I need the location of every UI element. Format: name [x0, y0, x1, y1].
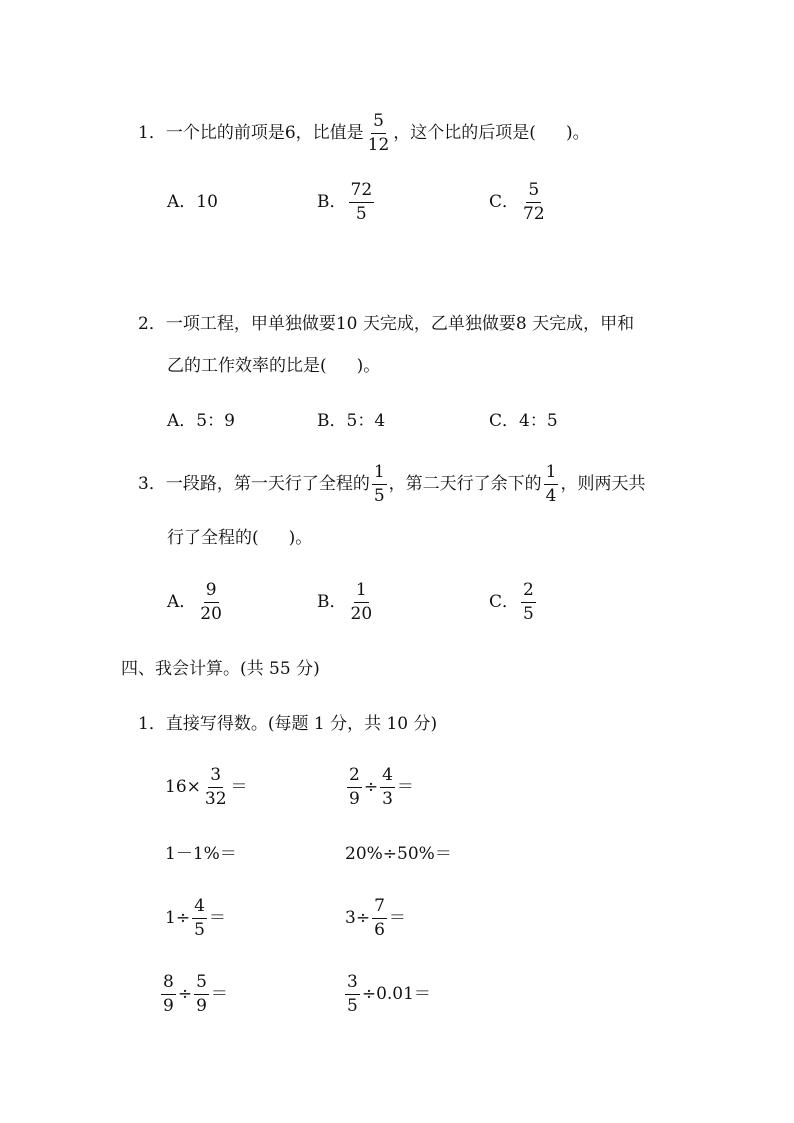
calc-item-4: 20%÷50%＝	[345, 844, 452, 864]
q1-option-b[interactable]: B． $\frac{72}{5}$	[317, 180, 373, 224]
q2-option-b[interactable]: B．5：4	[317, 411, 386, 431]
question-3-stem-line1	[138, 464, 645, 505]
fraction: $\frac{4}{5}$	[194, 896, 205, 940]
section-title: 四、我会计算。(共 55 分)	[121, 659, 320, 679]
question-text: ，则两天共	[560, 474, 646, 494]
fraction: $\frac{1}{5}$	[373, 462, 385, 506]
q1-option-a[interactable]: A．10	[167, 192, 218, 212]
fraction: $\frac{1}{20}$	[350, 580, 373, 624]
calc-item-6: 3÷ $\frac{7}{6}$ ＝	[345, 896, 406, 940]
q3-option-c[interactable]: C． $\frac{2}{5}$	[489, 580, 534, 624]
calc-item-8: $\frac{3}{5}$ ÷0.01＝	[347, 972, 431, 1016]
question-text: 乙的工作效率的比是(	[167, 356, 327, 376]
question-3-stem-line2: 行了全程的( )。	[167, 528, 313, 548]
question-1-stem: 1．一个比的前项是6，比值是 $\frac{5}{12}$ ，这个比的后项是( )。	[138, 111, 590, 155]
question-text: ，这个比的后项是(	[393, 123, 536, 143]
question-text: ，第二天行了余下的	[388, 474, 542, 494]
q1-option-c[interactable]: C． $\frac{5}{72}$	[489, 180, 545, 224]
calc-item-2: $\frac{2}{9}$ ÷ $\frac{4}{3}$ ＝	[349, 765, 414, 809]
fraction: $\frac{8}{9}$	[163, 972, 174, 1016]
fraction: $\frac{5}{9}$	[196, 972, 207, 1016]
calc-item-3: 1－1%＝	[165, 844, 237, 864]
calc-item-7: $\frac{8}{9}$ ÷ $\frac{5}{9}$ ＝	[163, 972, 228, 1016]
fraction: $\frac{5}{72}$	[523, 180, 545, 224]
fraction: $\frac{3}{32}$	[204, 765, 227, 809]
fraction: $\frac{9}{20}$	[200, 580, 222, 624]
question-text: 直接写得数。(每题 1 分，共 10 分)	[165, 714, 438, 734]
question-text: 一项工程，甲单独做要10 天完成，乙单独做要8 天完成，甲和	[165, 314, 635, 334]
question-2-stem-line1	[138, 316, 634, 333]
calc-item-5: 1÷ $\frac{4}{5}$ ＝	[165, 896, 226, 940]
question-number: 1．	[138, 714, 166, 734]
calc-item-1: 16× $\frac{3}{32}$ ＝	[165, 765, 248, 809]
question-text: 一个比的前项是6，比值是	[165, 123, 364, 143]
question-2-stem-line2: 乙的工作效率的比是( )。	[167, 356, 381, 376]
fraction: $\frac{2}{5}$	[523, 580, 534, 624]
fraction: $\frac{1}{4}$	[545, 462, 557, 506]
question-text: 一段路，第一天行了全程的	[165, 474, 370, 494]
fraction: $\frac{2}{9}$	[349, 765, 360, 809]
q2-option-c[interactable]: C．4：5	[489, 411, 558, 431]
question-number: 1．	[138, 123, 166, 143]
fraction: $\frac{5}{12}$	[367, 111, 390, 155]
sub-question-1	[138, 716, 437, 733]
question-number: 2．	[138, 314, 166, 334]
q2-option-a[interactable]: A．5：9	[167, 411, 235, 431]
fraction: $\frac{3}{5}$	[347, 972, 358, 1016]
fraction: $\frac{4}{3}$	[382, 765, 393, 809]
question-text: 行了全程的(	[167, 528, 259, 548]
question-number: 3．	[138, 474, 166, 494]
q3-option-a[interactable]: A． $\frac{9}{20}$	[167, 580, 222, 624]
fraction: $\frac{72}{5}$	[350, 180, 373, 224]
q3-option-b[interactable]: B． $\frac{1}{20}$	[317, 580, 373, 624]
fraction: $\frac{7}{6}$	[374, 896, 385, 940]
